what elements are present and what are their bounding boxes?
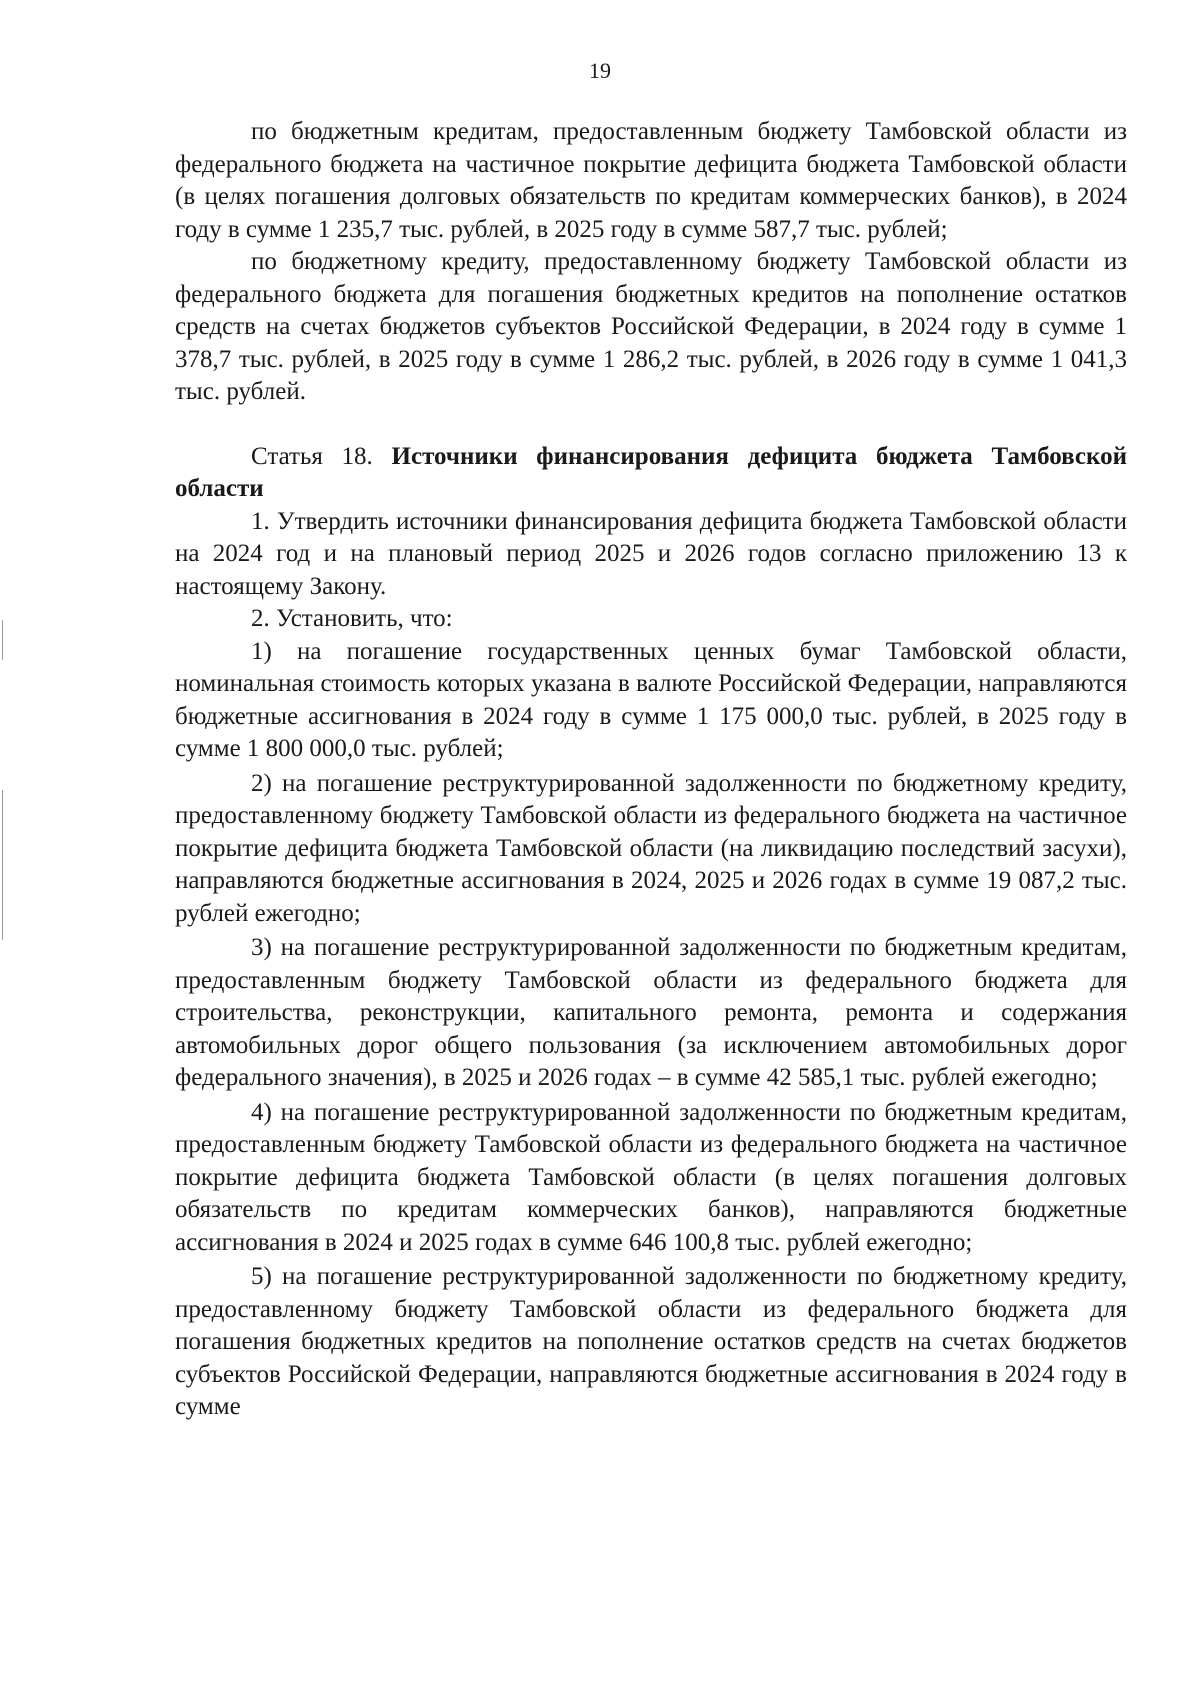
article-label: Статья 18.	[251, 442, 373, 470]
page-number: 19	[589, 58, 611, 83]
scan-edge-mark	[2, 620, 3, 660]
article-title: Источники финансирования дефицита бюджета Тамбовской области	[175, 442, 1127, 502]
paragraph: 1) на погашение государственных ценных бумаг Тамбовской области, номинальная стоимость которых указана в валюте Российской Федерации, направляются бюджетные ассигнования в 2024 году в сумме 1 175 000,0 тыс. рублей, в 2025 году в сумме 1 800 000,0 тыс. рублей;	[175, 637, 1127, 762]
paragraph: 3) на погашение реструктурированной задолженности по бюджетным кредитам, предоставленным бюджету Тамбовской области из федерального бюджета для строительства, реконструкции, капитального ремонта, ремонта и содержания автомобильных дорог общего пользования (за исключением автомобильных дорог федерального значения), в 2025 и 2026 годах – в сумме 42 585,1 тыс. рублей ежегодно;	[175, 934, 1127, 1091]
paragraph: 2. Установить, что:	[251, 605, 453, 632]
paragraph: по бюджетным кредитам, предоставленным бюджету Тамбовской области из федерального бюджета на частичное покрытие дефицита бюджета Тамбовской области (в целях погашения долговых обязательств по кредитам коммерческих банков), в 2024 году в сумме 1 235,7 тыс. рублей, в 2025 году в сумме 587,7 тыс. рублей;	[175, 118, 1127, 243]
document-body	[175, 116, 1127, 1424]
paragraph: по бюджетному кредиту, предоставленному бюджету Тамбовской области из федерального бюджета для погашения бюджетных кредитов на пополнение остатков средств на счетах бюджетов субъектов Российской Федерации, в 2024 году в сумме 1 378,7 тыс. рублей, в 2025 году в сумме 1 286,2 тыс. рублей, в 2026 году в сумме 1 041,3 тыс. рублей.	[175, 248, 1127, 405]
paragraph: 2) на погашение реструктурированной задолженности по бюджетному кредиту, предоставленному бюджету Тамбовской области из федерального бюджета на частичное покрытие дефицита бюджета Тамбовской области (на ликвидацию последствий засухи), направляются бюджетные ассигнования в 2024, 2025 и 2026 годах в сумме 19 087,2 тыс. рублей ежегодно;	[175, 769, 1127, 927]
paragraph: 5) на погашение реструктурированной задолженности по бюджетному кредиту, предоставленному бюджету Тамбовской области из федерального бюджета для погашения бюджетных кредитов на пополнение остатков средств на счетах бюджетов субъектов Российской Федерации, направляются бюджетные ассигнования в 2024 году в сумме	[175, 1263, 1127, 1420]
scan-edge-mark	[2, 790, 3, 940]
paragraph: 4) на погашение реструктурированной задолженности по бюджетным кредитам, предоставленным бюджету Тамбовской области из федерального бюджета на частичное покрытие дефицита бюджета Тамбовской области (в целях погашения долговых обязательств по кредитам коммерческих банков), направляются бюджетные ассигнования в 2024 и 2025 годах в сумме 646 100,8 тыс. рублей ежегодно;	[175, 1098, 1127, 1256]
article-heading	[175, 441, 1127, 506]
paragraph: 1. Утвердить источники финансирования дефицита бюджета Тамбовской области на 2024 год и на плановый период 2025 и 2026 годов согласно приложению 13 к настоящему Закону.	[175, 507, 1127, 600]
